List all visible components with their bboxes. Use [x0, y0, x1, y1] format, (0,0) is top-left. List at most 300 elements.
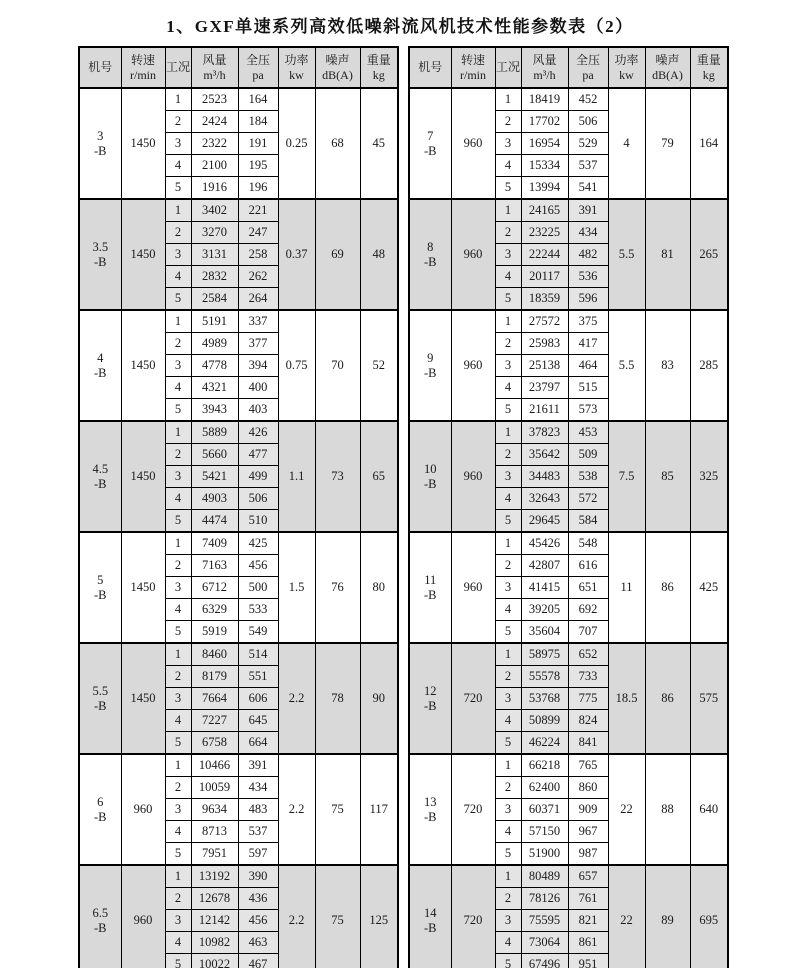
airflow-cell: 7664: [191, 688, 238, 710]
airflow-cell: 51900: [521, 843, 568, 866]
pressure-cell: 394: [238, 355, 278, 377]
power-cell: 18.5: [608, 643, 645, 754]
condition-cell: 2: [165, 222, 191, 244]
pressure-cell: 824: [568, 710, 608, 732]
pressure-cell: 375: [568, 310, 608, 333]
pressure-cell: 765: [568, 754, 608, 777]
airflow-cell: 75595: [521, 910, 568, 932]
model-cell: 4.5 -B: [79, 421, 121, 532]
airflow-cell: 8460: [191, 643, 238, 666]
power-cell: 4: [608, 88, 645, 199]
airflow-cell: 25983: [521, 333, 568, 355]
condition-cell: 3: [495, 244, 521, 266]
airflow-cell: 10022: [191, 954, 238, 968]
pressure-cell: 606: [238, 688, 278, 710]
power-cell: 5.5: [608, 310, 645, 421]
condition-cell: 1: [495, 532, 521, 555]
airflow-cell: 6712: [191, 577, 238, 599]
airflow-cell: 41415: [521, 577, 568, 599]
airflow-cell: 35604: [521, 621, 568, 644]
condition-cell: 3: [165, 133, 191, 155]
airflow-cell: 57150: [521, 821, 568, 843]
condition-cell: 1: [495, 754, 521, 777]
condition-cell: 5: [495, 399, 521, 422]
pressure-cell: 390: [238, 865, 278, 888]
condition-cell: 2: [165, 111, 191, 133]
power-cell: 22: [608, 865, 645, 968]
pressure-cell: 951: [568, 954, 608, 968]
condition-cell: 5: [165, 954, 191, 968]
condition-cell: 5: [165, 177, 191, 200]
noise-cell: 68: [315, 88, 360, 199]
column-header-cond: 工况: [165, 47, 191, 88]
condition-cell: 4: [165, 599, 191, 621]
airflow-cell: 3402: [191, 199, 238, 222]
noise-cell: 70: [315, 310, 360, 421]
speed-cell: 720: [451, 643, 495, 754]
pressure-cell: 733: [568, 666, 608, 688]
noise-cell: 83: [645, 310, 690, 421]
data-row: [79, 865, 398, 888]
speed-cell: 1450: [121, 88, 165, 199]
airflow-cell: 3943: [191, 399, 238, 422]
condition-cell: 2: [495, 888, 521, 910]
pressure-cell: 548: [568, 532, 608, 555]
power-cell: 2.2: [278, 865, 315, 968]
condition-cell: 3: [165, 910, 191, 932]
weight-cell: 48: [360, 199, 398, 310]
model-cell: 6.5 -B: [79, 865, 121, 968]
condition-cell: 2: [165, 333, 191, 355]
condition-cell: 5: [495, 621, 521, 644]
condition-cell: 4: [495, 599, 521, 621]
condition-cell: 4: [495, 710, 521, 732]
airflow-cell: 7409: [191, 532, 238, 555]
pressure-cell: 515: [568, 377, 608, 399]
pressure-cell: 434: [568, 222, 608, 244]
pressure-cell: 221: [238, 199, 278, 222]
condition-cell: 4: [165, 821, 191, 843]
airflow-cell: 12678: [191, 888, 238, 910]
pressure-cell: 537: [568, 155, 608, 177]
pressure-cell: 456: [238, 910, 278, 932]
noise-cell: 73: [315, 421, 360, 532]
airflow-cell: 73064: [521, 932, 568, 954]
condition-cell: 1: [495, 865, 521, 888]
pressure-cell: 506: [238, 488, 278, 510]
speed-cell: 720: [451, 865, 495, 968]
airflow-cell: 55578: [521, 666, 568, 688]
weight-cell: 695: [690, 865, 728, 968]
condition-cell: 2: [495, 666, 521, 688]
airflow-cell: 39205: [521, 599, 568, 621]
weight-cell: 80: [360, 532, 398, 643]
airflow-cell: 5889: [191, 421, 238, 444]
pressure-cell: 909: [568, 799, 608, 821]
speed-cell: 1450: [121, 532, 165, 643]
airflow-cell: 16954: [521, 133, 568, 155]
data-row: [79, 532, 398, 555]
airflow-cell: 2584: [191, 288, 238, 311]
column-header-flow: 风量 m³/h: [521, 47, 568, 88]
pressure-cell: 464: [568, 355, 608, 377]
weight-cell: 125: [360, 865, 398, 968]
airflow-cell: 17702: [521, 111, 568, 133]
airflow-cell: 3131: [191, 244, 238, 266]
condition-cell: 4: [165, 155, 191, 177]
condition-cell: 5: [495, 288, 521, 311]
condition-cell: 2: [495, 333, 521, 355]
speed-cell: 720: [451, 754, 495, 865]
pressure-cell: 707: [568, 621, 608, 644]
airflow-cell: 2832: [191, 266, 238, 288]
pressure-cell: 533: [238, 599, 278, 621]
data-row: [409, 199, 728, 222]
weight-cell: 285: [690, 310, 728, 421]
pressure-cell: 775: [568, 688, 608, 710]
condition-cell: 5: [495, 843, 521, 866]
speed-cell: 1450: [121, 421, 165, 532]
document-page: [0, 12, 800, 968]
pressure-cell: 514: [238, 643, 278, 666]
condition-cell: 1: [495, 310, 521, 333]
noise-cell: 69: [315, 199, 360, 310]
pressure-cell: 551: [238, 666, 278, 688]
airflow-cell: 6329: [191, 599, 238, 621]
model-cell: 5 -B: [79, 532, 121, 643]
data-row: [409, 754, 728, 777]
noise-cell: 75: [315, 754, 360, 865]
pressure-cell: 499: [238, 466, 278, 488]
condition-cell: 1: [165, 88, 191, 111]
noise-cell: 89: [645, 865, 690, 968]
condition-cell: 2: [165, 555, 191, 577]
condition-cell: 5: [165, 732, 191, 755]
airflow-cell: 62400: [521, 777, 568, 799]
data-row: [79, 310, 398, 333]
power-cell: 0.75: [278, 310, 315, 421]
pressure-cell: 262: [238, 266, 278, 288]
condition-cell: 1: [495, 199, 521, 222]
data-row: [409, 310, 728, 333]
airflow-cell: 34483: [521, 466, 568, 488]
airflow-cell: 4989: [191, 333, 238, 355]
airflow-cell: 23797: [521, 377, 568, 399]
pressure-cell: 616: [568, 555, 608, 577]
airflow-cell: 4321: [191, 377, 238, 399]
power-cell: 11: [608, 532, 645, 643]
condition-cell: 2: [165, 666, 191, 688]
pressure-cell: 509: [568, 444, 608, 466]
condition-cell: 5: [495, 177, 521, 200]
condition-cell: 3: [495, 466, 521, 488]
condition-cell: 3: [495, 799, 521, 821]
data-row: [79, 421, 398, 444]
condition-cell: 4: [495, 377, 521, 399]
pressure-cell: 584: [568, 510, 608, 533]
pressure-cell: 841: [568, 732, 608, 755]
airflow-cell: 20117: [521, 266, 568, 288]
pressure-cell: 403: [238, 399, 278, 422]
airflow-cell: 80489: [521, 865, 568, 888]
model-cell: 8 -B: [409, 199, 451, 310]
data-row: [79, 88, 398, 111]
pressure-cell: 184: [238, 111, 278, 133]
condition-cell: 3: [495, 133, 521, 155]
condition-cell: 4: [165, 710, 191, 732]
pressure-cell: 391: [238, 754, 278, 777]
pressure-cell: 456: [238, 555, 278, 577]
weight-cell: 65: [360, 421, 398, 532]
pressure-cell: 467: [238, 954, 278, 968]
condition-cell: 4: [165, 377, 191, 399]
airflow-cell: 13192: [191, 865, 238, 888]
power-cell: 1.1: [278, 421, 315, 532]
pressure-cell: 821: [568, 910, 608, 932]
data-row: [409, 865, 728, 888]
power-cell: 7.5: [608, 421, 645, 532]
model-cell: 3.5 -B: [79, 199, 121, 310]
airflow-cell: 3270: [191, 222, 238, 244]
condition-cell: 4: [495, 155, 521, 177]
airflow-cell: 66218: [521, 754, 568, 777]
data-row: [409, 643, 728, 666]
pressure-cell: 692: [568, 599, 608, 621]
pressure-cell: 572: [568, 488, 608, 510]
model-cell: 6 -B: [79, 754, 121, 865]
pressure-cell: 967: [568, 821, 608, 843]
airflow-cell: 58975: [521, 643, 568, 666]
airflow-cell: 8713: [191, 821, 238, 843]
noise-cell: 86: [645, 532, 690, 643]
column-header-speed: 转速 r/min: [451, 47, 495, 88]
pressure-cell: 664: [238, 732, 278, 755]
pressure-cell: 425: [238, 532, 278, 555]
condition-cell: 5: [495, 954, 521, 968]
airflow-cell: 2322: [191, 133, 238, 155]
power-cell: 0.37: [278, 199, 315, 310]
pressure-cell: 195: [238, 155, 278, 177]
header-row: [79, 47, 398, 88]
speed-cell: 960: [451, 421, 495, 532]
airflow-cell: 12142: [191, 910, 238, 932]
pressure-cell: 463: [238, 932, 278, 954]
airflow-cell: 7227: [191, 710, 238, 732]
pressure-cell: 652: [568, 643, 608, 666]
airflow-cell: 21611: [521, 399, 568, 422]
tables-container: [78, 46, 800, 968]
model-cell: 4 -B: [79, 310, 121, 421]
pressure-cell: 191: [238, 133, 278, 155]
pressure-cell: 258: [238, 244, 278, 266]
pressure-cell: 861: [568, 932, 608, 954]
weight-cell: 425: [690, 532, 728, 643]
airflow-cell: 78126: [521, 888, 568, 910]
pressure-cell: 164: [238, 88, 278, 111]
spec-table-right: [408, 46, 729, 968]
speed-cell: 1450: [121, 643, 165, 754]
spec-table-left: [78, 46, 399, 968]
airflow-cell: 5191: [191, 310, 238, 333]
pressure-cell: 987: [568, 843, 608, 866]
column-header-weight: 重量 kg: [360, 47, 398, 88]
pressure-cell: 452: [568, 88, 608, 111]
speed-cell: 960: [121, 865, 165, 968]
weight-cell: 52: [360, 310, 398, 421]
airflow-cell: 46224: [521, 732, 568, 755]
column-header-flow: 风量 m³/h: [191, 47, 238, 88]
airflow-cell: 7163: [191, 555, 238, 577]
model-cell: 14 -B: [409, 865, 451, 968]
condition-cell: 3: [165, 688, 191, 710]
data-row: [409, 532, 728, 555]
pressure-cell: 761: [568, 888, 608, 910]
column-header-noise: 噪声 dB(A): [315, 47, 360, 88]
pressure-cell: 337: [238, 310, 278, 333]
column-header-power: 功率 kw: [608, 47, 645, 88]
column-header-speed: 转速 r/min: [121, 47, 165, 88]
condition-cell: 3: [165, 577, 191, 599]
pressure-cell: 391: [568, 199, 608, 222]
pressure-cell: 860: [568, 777, 608, 799]
noise-cell: 79: [645, 88, 690, 199]
pressure-cell: 529: [568, 133, 608, 155]
airflow-cell: 45426: [521, 532, 568, 555]
condition-cell: 3: [165, 466, 191, 488]
pressure-cell: 597: [238, 843, 278, 866]
condition-cell: 1: [495, 643, 521, 666]
pressure-cell: 436: [238, 888, 278, 910]
pressure-cell: 247: [238, 222, 278, 244]
airflow-cell: 2424: [191, 111, 238, 133]
airflow-cell: 2100: [191, 155, 238, 177]
airflow-cell: 27572: [521, 310, 568, 333]
airflow-cell: 18419: [521, 88, 568, 111]
column-header-weight: 重量 kg: [690, 47, 728, 88]
airflow-cell: 32643: [521, 488, 568, 510]
airflow-cell: 60371: [521, 799, 568, 821]
power-cell: 22: [608, 754, 645, 865]
noise-cell: 86: [645, 643, 690, 754]
airflow-cell: 53768: [521, 688, 568, 710]
airflow-cell: 37823: [521, 421, 568, 444]
noise-cell: 75: [315, 865, 360, 968]
data-row: [79, 199, 398, 222]
airflow-cell: 42807: [521, 555, 568, 577]
airflow-cell: 6758: [191, 732, 238, 755]
condition-cell: 2: [495, 111, 521, 133]
column-header-power: 功率 kw: [278, 47, 315, 88]
airflow-cell: 24165: [521, 199, 568, 222]
pressure-cell: 400: [238, 377, 278, 399]
airflow-cell: 4778: [191, 355, 238, 377]
speed-cell: 960: [451, 532, 495, 643]
weight-cell: 325: [690, 421, 728, 532]
airflow-cell: 4903: [191, 488, 238, 510]
speed-cell: 1450: [121, 199, 165, 310]
power-cell: 1.5: [278, 532, 315, 643]
weight-cell: 575: [690, 643, 728, 754]
airflow-cell: 15334: [521, 155, 568, 177]
pressure-cell: 482: [568, 244, 608, 266]
model-cell: 9 -B: [409, 310, 451, 421]
condition-cell: 2: [495, 222, 521, 244]
data-row: [409, 421, 728, 444]
data-row: [79, 643, 398, 666]
condition-cell: 3: [495, 355, 521, 377]
noise-cell: 88: [645, 754, 690, 865]
condition-cell: 4: [495, 932, 521, 954]
model-cell: 11 -B: [409, 532, 451, 643]
weight-cell: 640: [690, 754, 728, 865]
condition-cell: 1: [495, 88, 521, 111]
airflow-cell: 10466: [191, 754, 238, 777]
condition-cell: 2: [165, 444, 191, 466]
airflow-cell: 1916: [191, 177, 238, 200]
pressure-cell: 538: [568, 466, 608, 488]
header-row: [409, 47, 728, 88]
airflow-cell: 9634: [191, 799, 238, 821]
condition-cell: 2: [165, 777, 191, 799]
condition-cell: 1: [165, 532, 191, 555]
airflow-cell: 7951: [191, 843, 238, 866]
condition-cell: 1: [495, 421, 521, 444]
pressure-cell: 453: [568, 421, 608, 444]
column-header-press: 全压 pa: [568, 47, 608, 88]
model-cell: 3 -B: [79, 88, 121, 199]
speed-cell: 960: [451, 310, 495, 421]
speed-cell: 960: [121, 754, 165, 865]
pressure-cell: 549: [238, 621, 278, 644]
weight-cell: 164: [690, 88, 728, 199]
airflow-cell: 5919: [191, 621, 238, 644]
pressure-cell: 483: [238, 799, 278, 821]
condition-cell: 2: [495, 777, 521, 799]
airflow-cell: 5660: [191, 444, 238, 466]
column-header-model: 机号: [79, 47, 121, 88]
pressure-cell: 377: [238, 333, 278, 355]
power-cell: 2.2: [278, 643, 315, 754]
airflow-cell: 25138: [521, 355, 568, 377]
noise-cell: 85: [645, 421, 690, 532]
airflow-cell: 35642: [521, 444, 568, 466]
condition-cell: 2: [495, 555, 521, 577]
pressure-cell: 434: [238, 777, 278, 799]
pressure-cell: 596: [568, 288, 608, 311]
pressure-cell: 264: [238, 288, 278, 311]
column-header-press: 全压 pa: [238, 47, 278, 88]
airflow-cell: 22244: [521, 244, 568, 266]
airflow-cell: 5421: [191, 466, 238, 488]
model-cell: 12 -B: [409, 643, 451, 754]
pressure-cell: 196: [238, 177, 278, 200]
column-header-noise: 噪声 dB(A): [645, 47, 690, 88]
airflow-cell: 8179: [191, 666, 238, 688]
airflow-cell: 13994: [521, 177, 568, 200]
condition-cell: 1: [165, 865, 191, 888]
weight-cell: 90: [360, 643, 398, 754]
condition-cell: 3: [165, 355, 191, 377]
pressure-cell: 573: [568, 399, 608, 422]
airflow-cell: 67496: [521, 954, 568, 968]
condition-cell: 2: [165, 888, 191, 910]
model-cell: 13 -B: [409, 754, 451, 865]
noise-cell: 81: [645, 199, 690, 310]
condition-cell: 2: [495, 444, 521, 466]
speed-cell: 960: [451, 88, 495, 199]
condition-cell: 5: [495, 510, 521, 533]
noise-cell: 78: [315, 643, 360, 754]
